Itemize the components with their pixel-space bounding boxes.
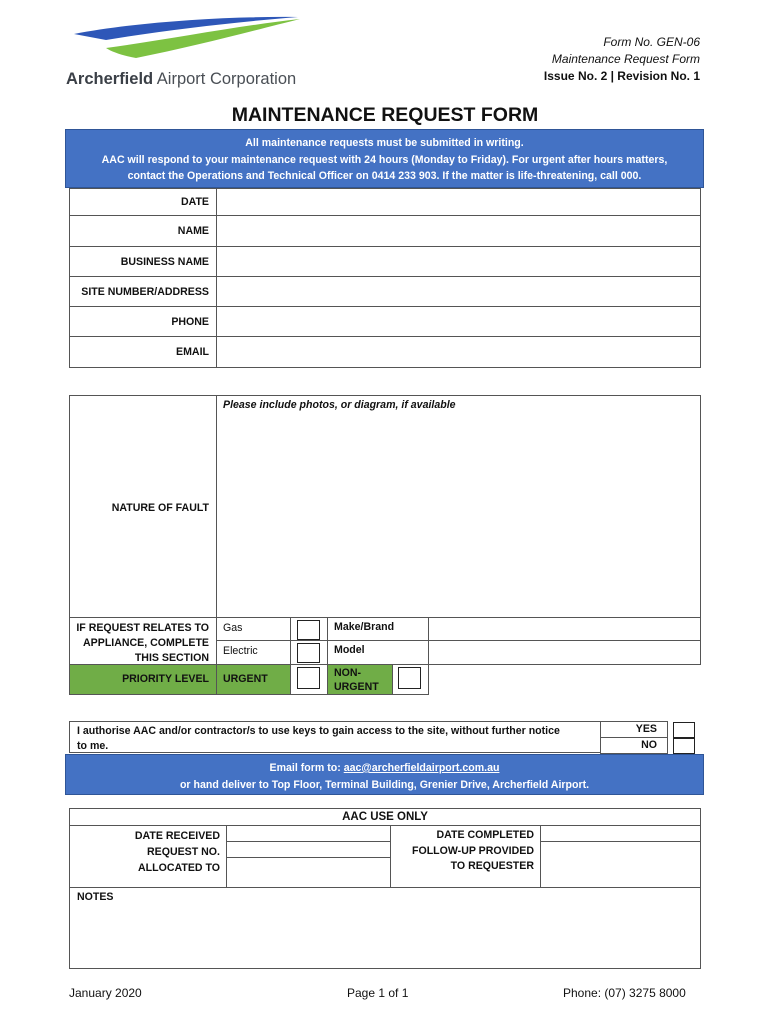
allocated-to-label: ALLOCATED TO bbox=[138, 862, 220, 874]
footer-page: Page 1 of 1 bbox=[347, 986, 409, 1000]
date-completed-label: DATE COMPLETED bbox=[436, 829, 534, 841]
date-received-label: DATE RECEIVED bbox=[134, 830, 220, 842]
electric-label: Electric bbox=[223, 645, 258, 657]
phone-label: PHONE bbox=[70, 307, 217, 337]
nature-of-fault-field[interactable] bbox=[216, 395, 701, 618]
gas-checkbox[interactable] bbox=[297, 620, 320, 640]
appliance-label-line-3: THIS SECTION bbox=[134, 652, 209, 664]
authorise-text-line-1: I authorise AAC and/or contractor/s to use keys to gain access to the site, without further notice bbox=[77, 725, 560, 737]
make-brand-field[interactable] bbox=[428, 617, 701, 641]
aac-use-heading: AAC USE ONLY bbox=[342, 811, 428, 823]
intro-line-3: contact the Operations and Technical Officer on 0414 233 903. If the matter is life-threatening, call 000. bbox=[127, 170, 642, 182]
yes-checkbox[interactable] bbox=[673, 722, 695, 738]
email-banner-line-2: or hand deliver to Top Floor, Terminal Building, Grenier Drive, Archerfield Airport. bbox=[179, 778, 590, 791]
date-received-field[interactable] bbox=[226, 825, 391, 842]
request-no-field[interactable] bbox=[226, 841, 391, 858]
form-name: Maintenance Request Form bbox=[551, 52, 700, 66]
appliance-label-cell bbox=[69, 617, 217, 665]
email-link[interactable]: aac@archerfieldairport.com.au bbox=[343, 762, 500, 774]
footer-phone: Phone: (07) 3275 8000 bbox=[563, 986, 686, 1000]
non-urgent-checkbox[interactable] bbox=[398, 667, 421, 689]
business-name-label: BUSINESS NAME bbox=[70, 247, 217, 277]
gas-label: Gas bbox=[223, 622, 243, 634]
email-label: EMAIL bbox=[70, 337, 217, 368]
form-info bbox=[544, 34, 700, 85]
notes-field[interactable] bbox=[69, 887, 701, 969]
date-field[interactable] bbox=[217, 189, 701, 216]
contact-details-table bbox=[69, 188, 701, 368]
form-number: Form No. GEN-06 bbox=[603, 35, 700, 49]
name-label: NAME bbox=[70, 216, 217, 247]
follow-up-label-line-1: FOLLOW-UP PROVIDED bbox=[411, 844, 534, 857]
business-name-field[interactable] bbox=[217, 247, 701, 277]
date-completed-field[interactable] bbox=[540, 825, 701, 842]
no-cell bbox=[600, 737, 668, 754]
intro-banner bbox=[65, 129, 704, 188]
request-no-label: REQUEST NO. bbox=[147, 846, 220, 858]
notes-label: NOTES bbox=[77, 891, 114, 903]
logo-wordmark: Archerfield Airport Corporation bbox=[66, 70, 297, 88]
urgent-checkbox[interactable] bbox=[297, 667, 320, 689]
follow-up-field[interactable] bbox=[540, 841, 701, 888]
appliance-label-line-1: IF REQUEST RELATES TO bbox=[76, 622, 209, 634]
appliance-label-line-2: APPLIANCE, COMPLETE bbox=[83, 637, 209, 649]
authorise-text-line-2: to me. bbox=[77, 740, 109, 752]
priority-label: PRIORITY LEVEL bbox=[122, 673, 209, 685]
aac-right-labels bbox=[390, 825, 541, 888]
priority-label-cell bbox=[69, 664, 217, 695]
non-urgent-label-line-2: URGENT bbox=[334, 681, 379, 693]
make-brand-label: Make/Brand bbox=[334, 621, 395, 633]
yes-label: YES bbox=[635, 723, 657, 735]
authorise-cell bbox=[69, 721, 601, 753]
issue-revision: Issue No. 2 | Revision No. 1 bbox=[543, 69, 700, 83]
aac-use-heading-cell bbox=[69, 808, 701, 826]
allocated-to-field[interactable] bbox=[226, 857, 391, 888]
no-label: NO bbox=[641, 739, 657, 751]
gas-cell bbox=[216, 617, 291, 641]
make-brand-label-cell bbox=[327, 617, 429, 641]
non-urgent-label-line-1: NON- bbox=[334, 667, 362, 679]
aac-left-labels bbox=[69, 825, 227, 888]
page-title: MAINTENANCE REQUEST FORM bbox=[231, 104, 539, 126]
urgent-cell bbox=[216, 664, 291, 695]
electric-cell bbox=[216, 640, 291, 665]
intro-line-2: AAC will respond to your maintenance request with 24 hours (Monday to Friday). For urgent after hours matters, bbox=[101, 153, 668, 166]
aac-logo-swoosh bbox=[66, 14, 306, 58]
model-label-cell bbox=[327, 640, 429, 665]
email-field[interactable] bbox=[217, 337, 701, 368]
nature-of-fault-label: NATURE OF FAULT bbox=[111, 502, 209, 514]
site-address-label: SITE NUMBER/ADDRESS bbox=[70, 277, 217, 307]
email-prefix: Email form to: bbox=[269, 762, 344, 774]
model-label: Model bbox=[334, 644, 365, 656]
fault-hint: Please include photos, or diagram, if available bbox=[223, 399, 456, 411]
footer-date: January 2020 bbox=[69, 986, 142, 1000]
date-label: DATE bbox=[70, 189, 217, 216]
nature-of-fault-label-cell bbox=[69, 395, 217, 618]
urgent-label: URGENT bbox=[223, 673, 268, 685]
intro-line-1: All maintenance requests must be submitted in writing. bbox=[245, 137, 524, 149]
model-field[interactable] bbox=[428, 640, 701, 665]
phone-field[interactable] bbox=[217, 307, 701, 337]
electric-checkbox[interactable] bbox=[297, 643, 320, 663]
name-field[interactable] bbox=[217, 216, 701, 247]
follow-up-label-line-2: TO REQUESTER bbox=[450, 860, 534, 872]
site-address-field[interactable] bbox=[217, 277, 701, 307]
non-urgent-cell bbox=[327, 664, 393, 695]
email-banner bbox=[65, 754, 704, 795]
no-checkbox[interactable] bbox=[673, 738, 695, 754]
yes-cell bbox=[600, 721, 668, 738]
